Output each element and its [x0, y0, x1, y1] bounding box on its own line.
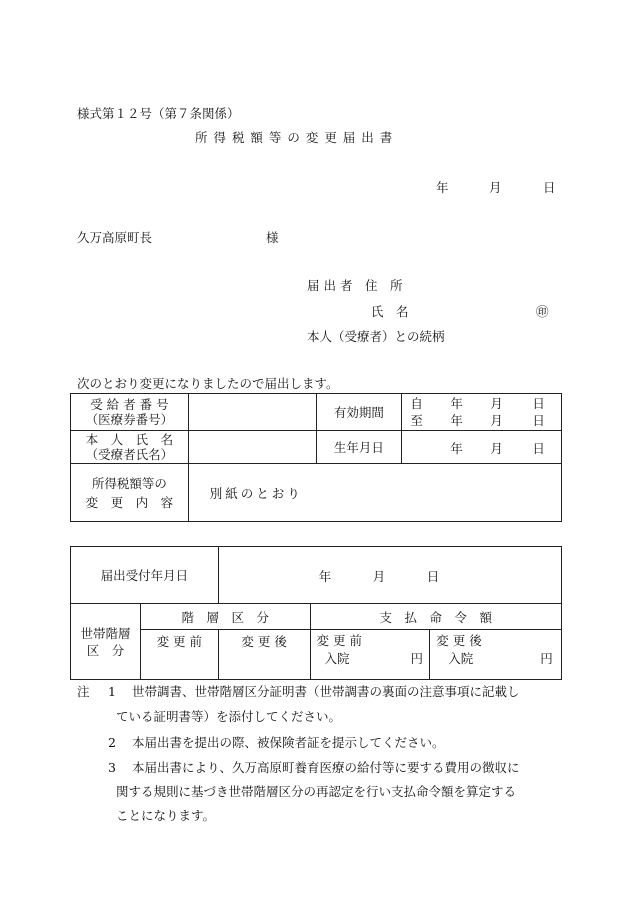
payment-before-cell[interactable]: 変 更 前 入院 円 [310, 630, 430, 680]
info-table [70, 393, 562, 522]
applicant-name-label: 氏 名 [371, 304, 409, 319]
notes-label: 注 [77, 684, 90, 699]
note-2-number: 2 [108, 735, 116, 750]
tier-header: 階 層 区 分 [140, 604, 310, 630]
recipient-number-field[interactable] [188, 394, 316, 431]
date-month: 月 [489, 180, 502, 195]
seal-mark: ㊞ [536, 304, 549, 319]
office-table [70, 546, 562, 680]
applicant-relation-label: 本人（受療者）との続柄 [307, 329, 445, 344]
validity-label: 有効期間 [316, 394, 402, 431]
note-1-line-1: 世帯調書、世帯階層区分証明書（世帯調書の裏面の注意事項に記載し [132, 684, 520, 699]
note-3-number: 3 [108, 760, 116, 775]
addressee-honorific: 様 [266, 230, 279, 245]
received-date-field[interactable]: 年 月 日 [218, 547, 561, 604]
patient-name-field[interactable] [188, 431, 316, 464]
received-date-label: 届出受付年月日 [71, 547, 219, 604]
change-content-value: 別紙のとおり [188, 464, 561, 522]
note-1-line-2: ている証明書等）を添付してください。 [116, 709, 342, 724]
date-day: 日 [543, 180, 556, 195]
note-2-line-1: 本届出書を提出の際、被保険者証を提示してください。 [132, 735, 445, 750]
change-content-label: 所得税額等の 変 更 内 容 [71, 464, 189, 522]
note-3-line-3: ことになります。 [116, 808, 216, 823]
patient-name-label: 本 人 氏 名 （受療者氏名） [71, 431, 189, 464]
tier-before-cell[interactable]: 変 更 前 [140, 630, 218, 680]
validity-period-field[interactable]: 自 年 月 日 至 年 月 日 [402, 394, 562, 431]
household-tier-label: 世帯階層 区 分 [71, 604, 141, 680]
form-label: 様式第１２号（第７条関係） [77, 106, 240, 121]
date-year: 年 [436, 180, 449, 195]
birth-date-label: 生年月日 [316, 431, 402, 464]
tier-after-cell[interactable]: 変 更 後 [218, 630, 310, 680]
addressee-name: 久万高原町長 [77, 230, 153, 245]
applicant-address-label: 届 出 者 住 所 [307, 278, 403, 293]
intro-text: 次のとおり変更になりましたので届出します。 [77, 376, 339, 391]
note-3-line-1: 本届出書により、久万高原町養育医療の給付等に要する費用の徴収に [132, 760, 520, 775]
payment-after-cell[interactable]: 変 更 後 入院 円 [430, 630, 562, 680]
birth-date-field[interactable]: 年 月 日 [402, 431, 562, 464]
recipient-number-label: 受 給 者 番 号 （医療券番号） [71, 394, 189, 431]
note-1-number: 1 [108, 684, 116, 699]
payment-header: 支 払 命 令 額 [310, 604, 561, 630]
note-3-line-2: 関する規則に基づき世帯階層区分の再認定を行い支払命令額を算定する [116, 784, 517, 799]
page-title: 所 得 税 額 等 の 変 更 届 出 書 [195, 130, 394, 145]
